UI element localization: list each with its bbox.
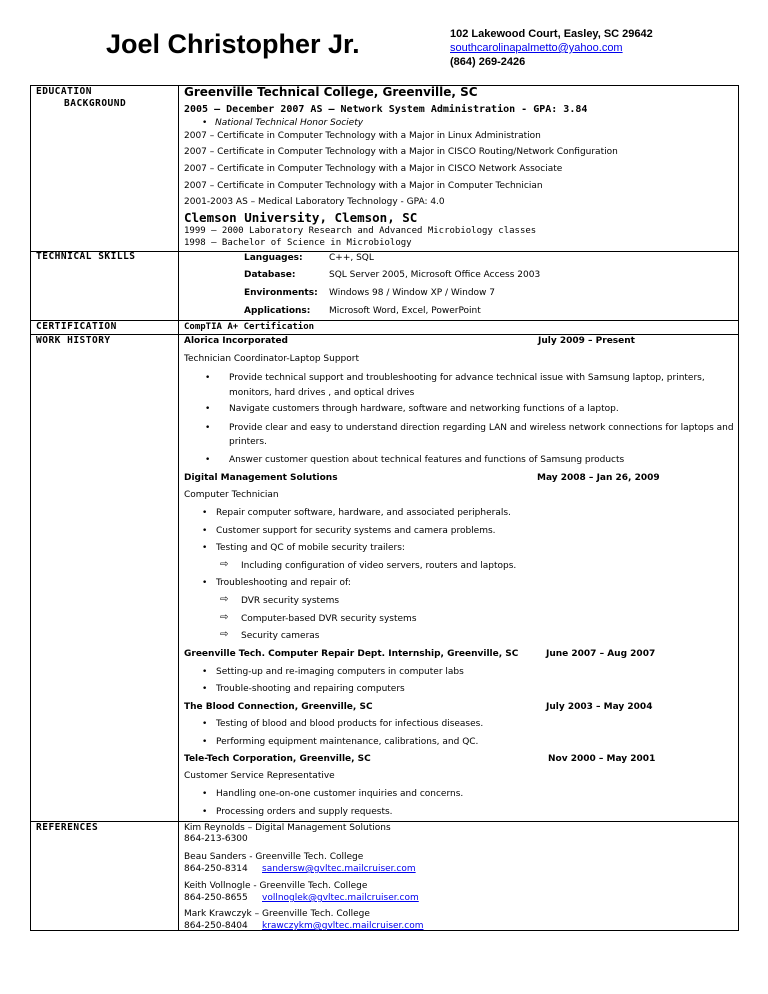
bullet-icon: •: [205, 455, 211, 465]
address: 102 Lakewood Court, Easley, SC 29642: [450, 28, 653, 40]
arrow-icon: ⇨: [220, 594, 229, 605]
school-clemson: Clemson University, Clemson, SC: [184, 210, 418, 225]
dates-teletech: Nov 2000 – May 2001: [548, 754, 656, 764]
skill-value: SQL Server 2005, Microsoft Office Access 2003: [329, 270, 541, 280]
comptia-cert: CompTIA A+ Certification: [184, 322, 315, 332]
school-greenville-tech: Greenville Technical College, Greenville, SC: [184, 85, 478, 99]
duty-line: Navigate customers through hardware, software and networking functions of a laptop.: [229, 404, 619, 414]
reference-phone: 864-250-8655: [184, 893, 248, 903]
bullet-icon: •: [202, 737, 208, 747]
clemson-line: 1998 – Bachelor of Science in Microbiology: [184, 238, 412, 248]
skill-value: Windows 98 / Window XP / Window 7: [329, 288, 496, 298]
duty-line: Troubleshooting and repair of:: [216, 578, 351, 588]
duty-line: Setting-up and re-imaging computers in computer labs: [216, 667, 464, 677]
section-work-history: WORK HISTORY: [36, 335, 111, 346]
bullet-icon: •: [205, 423, 211, 433]
section-technical-skills: TECHNICAL SKILLS: [36, 251, 136, 262]
bullet-icon: •: [205, 404, 211, 414]
row-divider: [30, 821, 739, 822]
reference-email-link[interactable]: sandersw@gvltec.mailcruiser.com: [262, 864, 416, 874]
arrow-icon: ⇨: [220, 612, 229, 623]
company-blood-connection: The Blood Connection, Greenville, SC: [184, 702, 373, 712]
company-gtech: Greenville Tech. Computer Repair Dept. Internship, Greenville, SC: [184, 649, 519, 659]
phone: (864) 269-2426: [450, 56, 526, 68]
duty-line: Performing equipment maintenance, calibrations, and QC.: [216, 737, 479, 747]
arrow-icon: ⇨: [220, 559, 229, 570]
bullet-icon: •: [202, 719, 208, 729]
cert-line: 2007 – Certificate in Computer Technology with a Major in Computer Technician: [184, 181, 543, 191]
company-dms: Digital Management Solutions: [184, 473, 338, 483]
duty-line: Processing orders and supply requests.: [216, 807, 393, 817]
row-divider: [30, 334, 739, 335]
duty-line: Customer support for security systems and camera problems.: [216, 526, 496, 536]
reference-phone: 864-213-6300: [184, 834, 248, 844]
reference-phone: 864-250-8404: [184, 921, 248, 931]
bullet-icon: •: [202, 667, 208, 677]
duty-line: Handling one-on-one customer inquiries and concerns.: [216, 789, 464, 799]
sub-duty-line: Computer-based DVR security systems: [241, 614, 417, 624]
reference-name: Beau Sanders - Greenville Tech. College: [184, 852, 364, 862]
bullet-icon: •: [202, 543, 208, 553]
dates-dms: May 2008 – Jan 26, 2009: [537, 473, 660, 483]
duty-line: Trouble-shooting and repairing computers: [216, 684, 405, 694]
bullet-icon: •: [205, 373, 211, 383]
degree-network-admin: 2005 – December 2007 AS – Network System Administration - GPA: 3.84: [184, 104, 588, 115]
bullet-icon: •: [202, 789, 208, 799]
bullet-icon: •: [202, 526, 208, 536]
skill-label: Applications:: [244, 306, 311, 316]
reference-phone: 864-250-8314: [184, 864, 248, 874]
duty-line: Testing of blood and blood products for infectious diseases.: [216, 719, 484, 729]
skill-value: C++, SQL: [329, 253, 374, 263]
row-divider: [30, 251, 739, 252]
job-title: Technician Coordinator-Laptop Support: [184, 354, 359, 364]
duty-line: monitors, hard drives , and optical drives: [229, 388, 415, 398]
dates-gtech: June 2007 – Aug 2007: [546, 649, 656, 659]
reference-email-link[interactable]: vollnoglek@gvltec.mailcruiser.com: [262, 893, 419, 903]
sub-duty-line: DVR security systems: [241, 596, 340, 606]
bullet-icon: •: [202, 118, 208, 128]
cert-line: 2007 – Certificate in Computer Technology with a Major in Linux Administration: [184, 131, 541, 141]
email-link[interactable]: southcarolinapalmetto@yahoo.com: [450, 42, 623, 54]
section-certification: CERTIFICATION: [36, 321, 117, 332]
skill-value: Microsoft Word, Excel, PowerPoint: [329, 306, 481, 316]
section-education-2: BACKGROUND: [64, 98, 127, 109]
duty-line: printers.: [229, 437, 267, 447]
sub-duty-line: Including configuration of video servers, routers and laptops.: [241, 561, 517, 571]
job-title: Computer Technician: [184, 490, 279, 500]
bullet-icon: •: [202, 508, 208, 518]
resume-name: Joel Christopher Jr.: [106, 29, 360, 59]
bullet-icon: •: [202, 807, 208, 817]
reference-name: Kim Reynolds – Digital Management Solutions: [184, 823, 391, 833]
section-references: REFERENCES: [36, 822, 99, 833]
dates-blood-connection: July 2003 – May 2004: [546, 702, 653, 712]
contact-block: [450, 27, 653, 69]
clemson-line: 1999 – 2000 Laboratory Research and Advanced Microbiology classes: [184, 226, 537, 236]
duty-line: Repair computer software, hardware, and associated peripherals.: [216, 508, 511, 518]
skill-label: Languages:: [244, 253, 303, 263]
reference-email-link[interactable]: krawczykm@gvltec.mailcruiser.com: [262, 921, 424, 931]
duty-line: Testing and QC of mobile security trailers:: [216, 543, 405, 553]
skill-label: Environments:: [244, 288, 318, 298]
honor-society: National Technical Honor Society: [215, 118, 364, 128]
column-divider: [178, 85, 179, 931]
sub-duty-line: Security cameras: [241, 631, 320, 641]
cert-line: 2007 – Certificate in Computer Technology with a Major in CISCO Routing/Network Configuration: [184, 147, 618, 157]
cert-line: 2001-2003 AS – Medical Laboratory Technology - GPA: 4.0: [184, 197, 445, 207]
dates-alorica: July 2009 – Present: [538, 336, 635, 346]
duty-line: Provide clear and easy to understand direction regarding LAN and wireless network connections for laptops and: [229, 423, 734, 433]
job-title: Customer Service Representative: [184, 771, 335, 781]
reference-name: Keith Vollnogle - Greenville Tech. College: [184, 881, 368, 891]
bullet-icon: •: [202, 578, 208, 588]
reference-name: Mark Krawczyk – Greenville Tech. College: [184, 909, 370, 919]
company-alorica: Alorica Incorporated: [184, 336, 288, 346]
row-divider: [30, 320, 739, 321]
arrow-icon: ⇨: [220, 629, 229, 640]
cert-line: 2007 – Certificate in Computer Technology with a Major in CISCO Network Associate: [184, 164, 563, 174]
skill-label: Database:: [244, 270, 296, 280]
company-teletech: Tele-Tech Corporation, Greenville, SC: [184, 754, 371, 764]
section-education: EDUCATION: [36, 86, 92, 97]
bullet-icon: •: [202, 684, 208, 694]
duty-line: Answer customer question about technical features and functions of Samsung products: [229, 455, 625, 465]
duty-line: Provide technical support and troubleshooting for advance technical issue with Samsung laptop, printers,: [229, 373, 705, 383]
